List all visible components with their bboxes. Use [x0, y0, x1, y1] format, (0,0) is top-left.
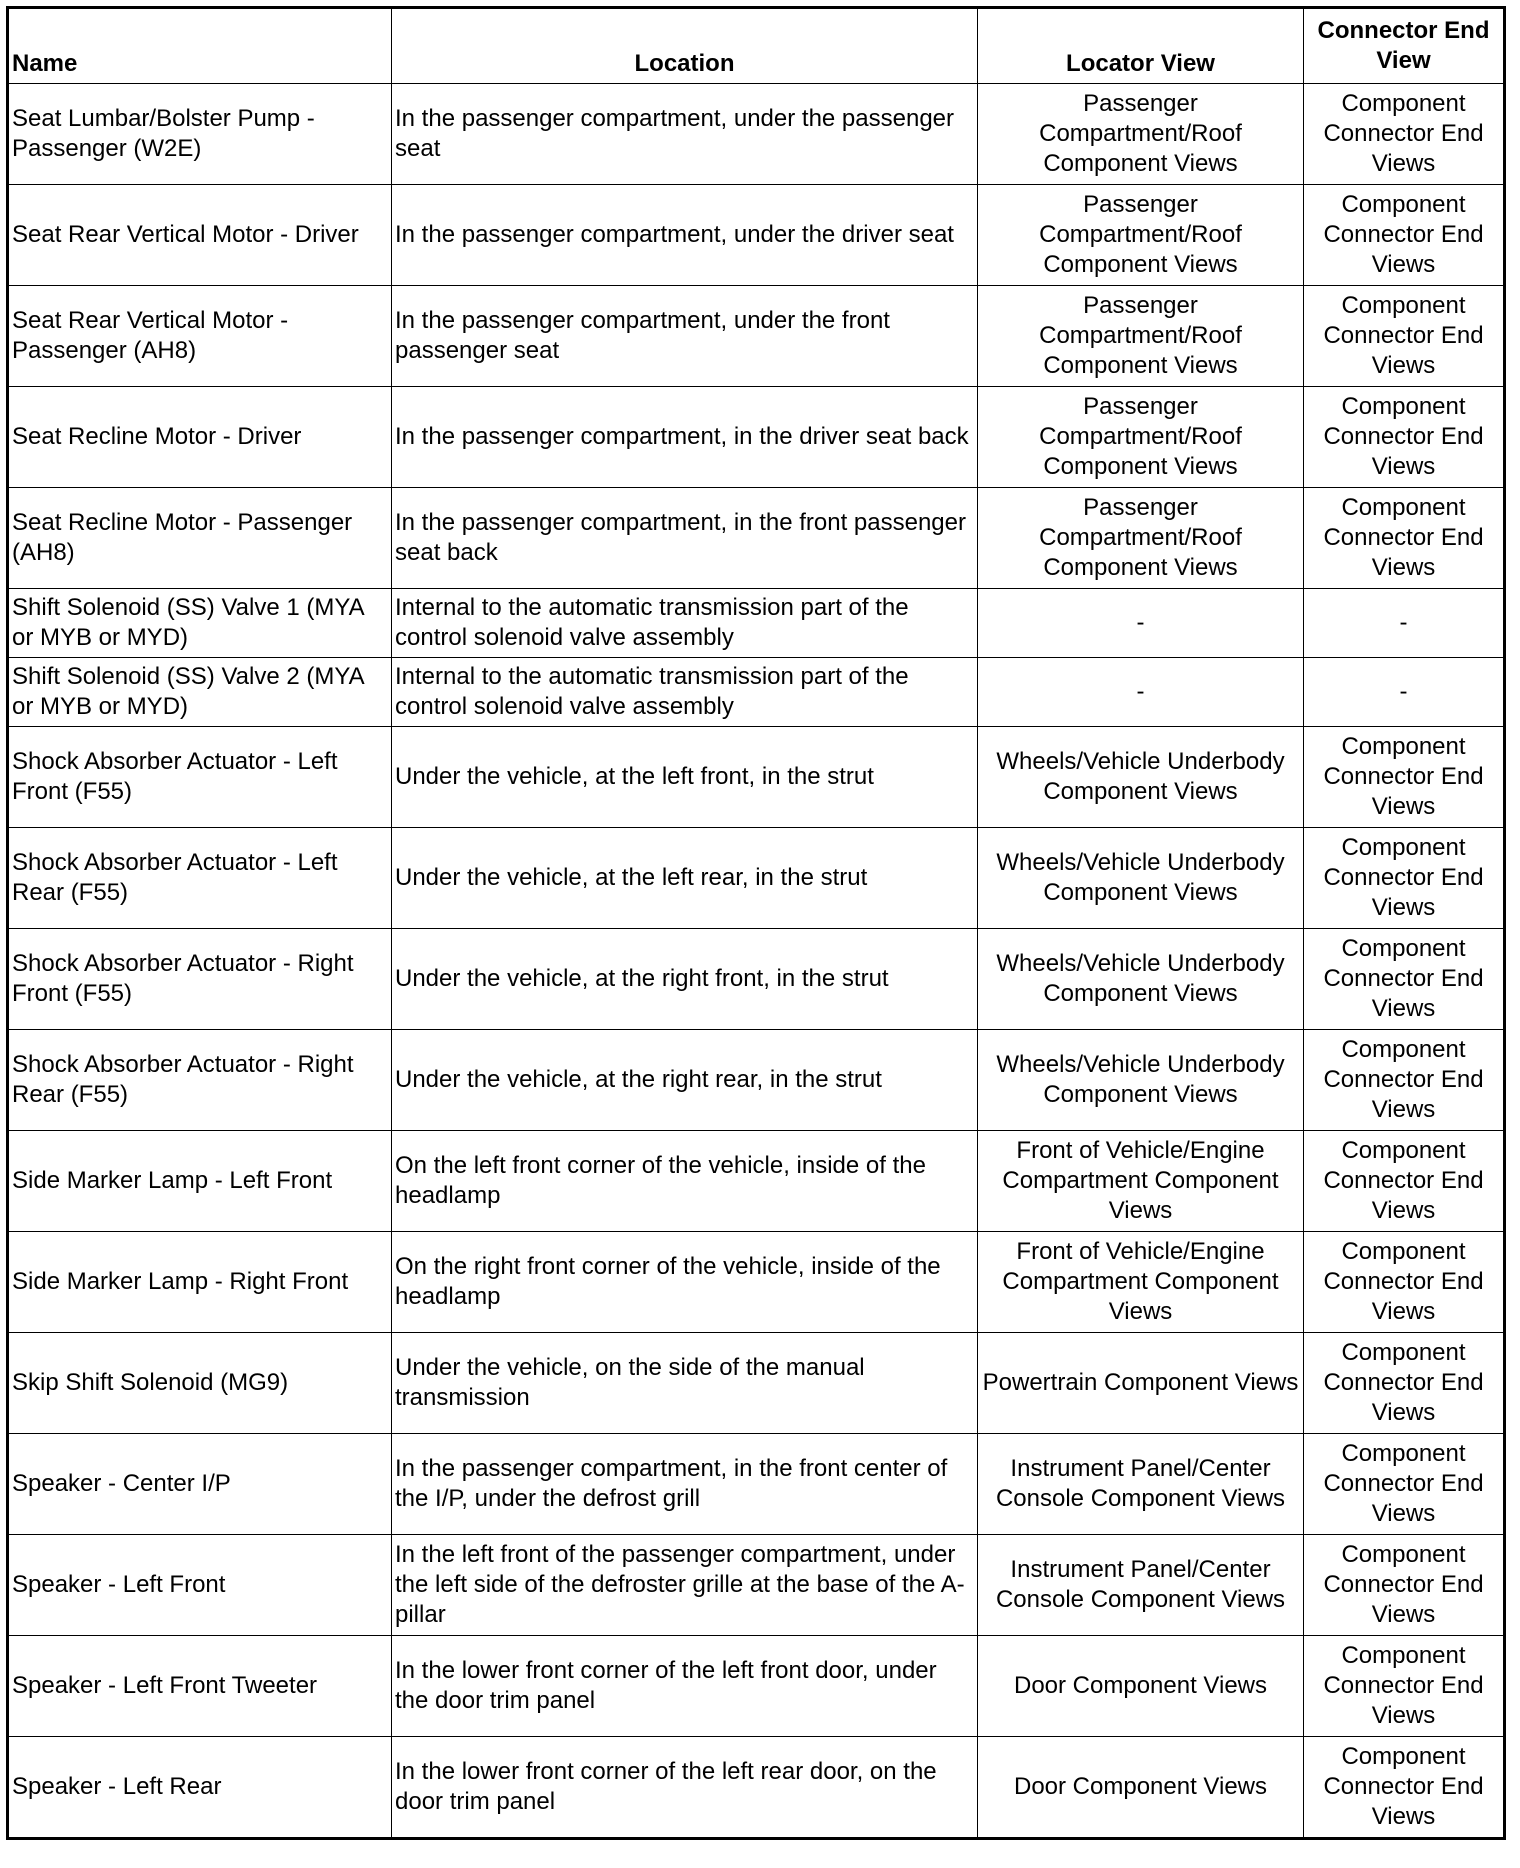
component-locator-table: [6, 6, 1506, 1840]
cell-locator-view: Passenger Compartment/Roof Component Views: [978, 84, 1304, 185]
table-row: [8, 286, 1505, 387]
cell-location: Under the vehicle, at the left rear, in the strut: [392, 828, 978, 929]
cell-connector-end-view: Component Connector End Views: [1304, 84, 1505, 185]
cell-location: In the passenger compartment, under the front passenger seat: [392, 286, 978, 387]
header-locator-view: Locator View: [978, 8, 1304, 84]
table-row: [8, 1636, 1505, 1737]
cell-name: Speaker - Center I/P: [8, 1434, 392, 1535]
header-name: Name: [8, 8, 392, 84]
table-row: [8, 1232, 1505, 1333]
cell-location: In the lower front corner of the left front door, under the door trim panel: [392, 1636, 978, 1737]
cell-locator-view: Instrument Panel/Center Console Component Views: [978, 1535, 1304, 1636]
cell-connector-end-view: -: [1304, 589, 1505, 658]
cell-connector-end-view: Component Connector End Views: [1304, 828, 1505, 929]
cell-name: Shift Solenoid (SS) Valve 1 (MYA or MYB or MYD): [8, 589, 392, 658]
cell-connector-end-view: Component Connector End Views: [1304, 1232, 1505, 1333]
cell-connector-end-view: Component Connector End Views: [1304, 387, 1505, 488]
cell-name: Speaker - Left Front Tweeter: [8, 1636, 392, 1737]
cell-connector-end-view: -: [1304, 658, 1505, 727]
cell-connector-end-view: Component Connector End Views: [1304, 1333, 1505, 1434]
cell-locator-view: Wheels/Vehicle Underbody Component Views: [978, 727, 1304, 828]
cell-name: Seat Rear Vertical Motor - Passenger (AH8): [8, 286, 392, 387]
cell-locator-view: Passenger Compartment/Roof Component Views: [978, 286, 1304, 387]
table-row: [8, 1535, 1505, 1636]
cell-locator-view: Passenger Compartment/Roof Component Views: [978, 387, 1304, 488]
cell-name: Shock Absorber Actuator - Left Front (F55): [8, 727, 392, 828]
cell-location: In the passenger compartment, in the front center of the I/P, under the defrost grill: [392, 1434, 978, 1535]
cell-locator-view: Instrument Panel/Center Console Component Views: [978, 1434, 1304, 1535]
table-row: [8, 1737, 1505, 1839]
cell-location: On the right front corner of the vehicle, inside of the headlamp: [392, 1232, 978, 1333]
cell-locator-view: -: [978, 589, 1304, 658]
cell-name: Seat Recline Motor - Passenger (AH8): [8, 488, 392, 589]
table-row: [8, 185, 1505, 286]
cell-location: In the passenger compartment, under the passenger seat: [392, 84, 978, 185]
cell-locator-view: Door Component Views: [978, 1737, 1304, 1839]
cell-name: Shock Absorber Actuator - Right Rear (F55): [8, 1030, 392, 1131]
table-row: [8, 387, 1505, 488]
cell-connector-end-view: Component Connector End Views: [1304, 1535, 1505, 1636]
cell-location: Under the vehicle, at the left front, in the strut: [392, 727, 978, 828]
cell-name: Seat Lumbar/Bolster Pump - Passenger (W2E): [8, 84, 392, 185]
cell-locator-view: Wheels/Vehicle Underbody Component Views: [978, 929, 1304, 1030]
cell-location: On the left front corner of the vehicle, inside of the headlamp: [392, 1131, 978, 1232]
cell-locator-view: Door Component Views: [978, 1636, 1304, 1737]
cell-name: Shift Solenoid (SS) Valve 2 (MYA or MYB or MYD): [8, 658, 392, 727]
cell-location: In the passenger compartment, in the front passenger seat back: [392, 488, 978, 589]
cell-name: Speaker - Left Front: [8, 1535, 392, 1636]
cell-connector-end-view: Component Connector End Views: [1304, 929, 1505, 1030]
table-header-row: [8, 8, 1505, 84]
cell-name: Shock Absorber Actuator - Left Rear (F55): [8, 828, 392, 929]
table-row: [8, 589, 1505, 658]
table-row: [8, 828, 1505, 929]
cell-name: Seat Recline Motor - Driver: [8, 387, 392, 488]
cell-name: Shock Absorber Actuator - Right Front (F55): [8, 929, 392, 1030]
cell-locator-view: Powertrain Component Views: [978, 1333, 1304, 1434]
cell-locator-view: Front of Vehicle/Engine Compartment Component Views: [978, 1232, 1304, 1333]
table-row: [8, 1333, 1505, 1434]
cell-name: Side Marker Lamp - Left Front: [8, 1131, 392, 1232]
cell-locator-view: Passenger Compartment/Roof Component Views: [978, 185, 1304, 286]
cell-locator-view: Front of Vehicle/Engine Compartment Component Views: [978, 1131, 1304, 1232]
cell-location: In the passenger compartment, in the driver seat back: [392, 387, 978, 488]
cell-connector-end-view: Component Connector End Views: [1304, 488, 1505, 589]
cell-locator-view: Wheels/Vehicle Underbody Component Views: [978, 1030, 1304, 1131]
cell-connector-end-view: Component Connector End Views: [1304, 1131, 1505, 1232]
table-row: [8, 1131, 1505, 1232]
cell-location: In the passenger compartment, under the driver seat: [392, 185, 978, 286]
cell-locator-view: Passenger Compartment/Roof Component Views: [978, 488, 1304, 589]
table-row: [8, 1434, 1505, 1535]
header-location: Location: [392, 8, 978, 84]
cell-connector-end-view: Component Connector End Views: [1304, 185, 1505, 286]
cell-location: Under the vehicle, on the side of the manual transmission: [392, 1333, 978, 1434]
cell-connector-end-view: Component Connector End Views: [1304, 1636, 1505, 1737]
table-row: [8, 658, 1505, 727]
table-row: [8, 727, 1505, 828]
cell-connector-end-view: Component Connector End Views: [1304, 286, 1505, 387]
table-row: [8, 1030, 1505, 1131]
table-row: [8, 488, 1505, 589]
cell-location: Internal to the automatic transmission part of the control solenoid valve assembly: [392, 658, 978, 727]
table-row: [8, 929, 1505, 1030]
cell-locator-view: Wheels/Vehicle Underbody Component Views: [978, 828, 1304, 929]
cell-connector-end-view: Component Connector End Views: [1304, 1030, 1505, 1131]
cell-name: Side Marker Lamp - Right Front: [8, 1232, 392, 1333]
cell-name: Speaker - Left Rear: [8, 1737, 392, 1839]
cell-name: Seat Rear Vertical Motor - Driver: [8, 185, 392, 286]
table-row: [8, 84, 1505, 185]
cell-connector-end-view: Component Connector End Views: [1304, 1737, 1505, 1839]
header-connector-end-view: Connector End View: [1304, 8, 1505, 84]
cell-connector-end-view: Component Connector End Views: [1304, 1434, 1505, 1535]
cell-location: In the lower front corner of the left rear door, on the door trim panel: [392, 1737, 978, 1839]
cell-location: In the left front of the passenger compartment, under the left side of the defroster grille at the base of the A-pillar: [392, 1535, 978, 1636]
cell-locator-view: -: [978, 658, 1304, 727]
cell-location: Under the vehicle, at the right rear, in the strut: [392, 1030, 978, 1131]
cell-location: Internal to the automatic transmission part of the control solenoid valve assembly: [392, 589, 978, 658]
cell-connector-end-view: Component Connector End Views: [1304, 727, 1505, 828]
cell-name: Skip Shift Solenoid (MG9): [8, 1333, 392, 1434]
cell-location: Under the vehicle, at the right front, in the strut: [392, 929, 978, 1030]
